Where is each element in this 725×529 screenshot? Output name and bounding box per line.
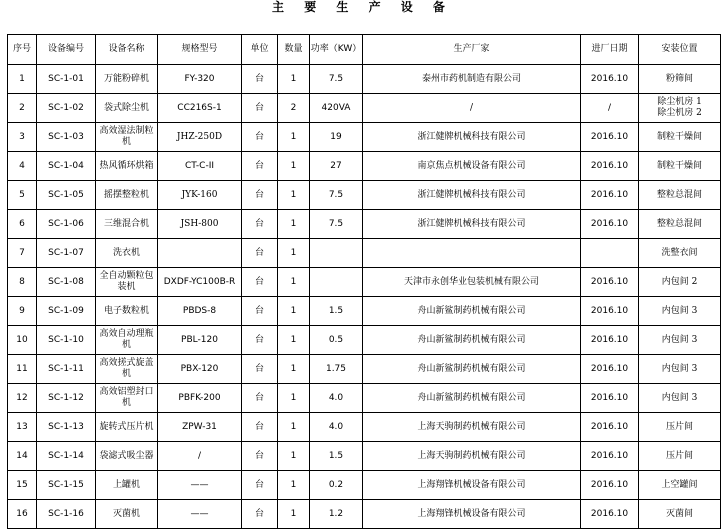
table-row	[8, 210, 721, 239]
cell-code: SC-1-06	[37, 210, 96, 239]
cell-power: 1.5	[310, 442, 363, 471]
table-row	[8, 181, 721, 210]
table-row	[8, 355, 721, 384]
cell-location: 内包间 2	[639, 268, 721, 297]
cell-location: 洗整衣间	[639, 239, 721, 268]
cell-index: 2	[8, 94, 37, 123]
header-code: 设备编号	[37, 35, 96, 65]
table-row	[8, 94, 721, 123]
cell-name: 高效铝塑封口机	[96, 384, 158, 413]
cell-model: CC216S-1	[158, 94, 242, 123]
cell-location: 制粒干燥间	[639, 123, 721, 152]
cell-unit: 台	[242, 94, 278, 123]
cell-power: 7.5	[310, 210, 363, 239]
cell-model: JSH-800	[158, 210, 242, 239]
cell-code: SC-1-04	[37, 152, 96, 181]
cell-name: 袋滤式吸尘器	[96, 442, 158, 471]
cell-manufacturer	[363, 239, 581, 268]
cell-manufacturer: 浙江健牌机械科技有限公司	[363, 210, 581, 239]
header-date: 进厂日期	[581, 35, 639, 65]
cell-unit: 台	[242, 65, 278, 94]
cell-location: 内包间 3	[639, 384, 721, 413]
cell-date: 2016.10	[581, 123, 639, 152]
cell-name: 高效湿法制粒机	[96, 123, 158, 152]
cell-code: SC-1-15	[37, 471, 96, 500]
cell-code: SC-1-11	[37, 355, 96, 384]
table-row	[8, 413, 721, 442]
cell-code: SC-1-01	[37, 65, 96, 94]
cell-date: 2016.10	[581, 210, 639, 239]
cell-index: 6	[8, 210, 37, 239]
cell-code: SC-1-16	[37, 500, 96, 529]
cell-unit: 台	[242, 181, 278, 210]
cell-qty: 1	[278, 384, 310, 413]
cell-location: 整粒总混间	[639, 210, 721, 239]
cell-index: 14	[8, 442, 37, 471]
cell-index: 1	[8, 65, 37, 94]
cell-location: 整粒总混间	[639, 181, 721, 210]
cell-power: 4.0	[310, 413, 363, 442]
cell-unit: 台	[242, 413, 278, 442]
cell-date: 2016.10	[581, 442, 639, 471]
cell-unit: 台	[242, 471, 278, 500]
cell-manufacturer: 上海天驹制药机械有限公司	[363, 413, 581, 442]
cell-name: 万能粉碎机	[96, 65, 158, 94]
cell-location: 内包间 3	[639, 326, 721, 355]
cell-name: 袋式除尘机	[96, 94, 158, 123]
cell-location: 制粒干燥间	[639, 152, 721, 181]
cell-date: 2016.10	[581, 326, 639, 355]
table-row	[8, 384, 721, 413]
table-row	[8, 500, 721, 529]
cell-qty: 1	[278, 152, 310, 181]
cell-model: ZPW-31	[158, 413, 242, 442]
cell-qty: 1	[278, 181, 310, 210]
cell-location: 上空罐间	[639, 471, 721, 500]
cell-index: 11	[8, 355, 37, 384]
cell-model: PBX-120	[158, 355, 242, 384]
table-row	[8, 152, 721, 181]
cell-name: 灭菌机	[96, 500, 158, 529]
cell-code: SC-1-05	[37, 181, 96, 210]
cell-location: 除尘机房 1 除尘机房 2	[639, 94, 721, 123]
header-unit: 单位	[242, 35, 278, 65]
cell-power: 420VA	[310, 94, 363, 123]
table-row	[8, 123, 721, 152]
table-row	[8, 268, 721, 297]
cell-unit: 台	[242, 152, 278, 181]
cell-manufacturer: 上海翔锋机械设备有限公司	[363, 471, 581, 500]
cell-location: 粉筛间	[639, 65, 721, 94]
cell-code: SC-1-09	[37, 297, 96, 326]
cell-date: 2016.10	[581, 384, 639, 413]
cell-name: 洗衣机	[96, 239, 158, 268]
cell-index: 10	[8, 326, 37, 355]
cell-date: 2016.10	[581, 181, 639, 210]
header-qty: 数量	[278, 35, 310, 65]
cell-power: 0.2	[310, 471, 363, 500]
cell-code: SC-1-08	[37, 268, 96, 297]
cell-unit: 台	[242, 326, 278, 355]
cell-code: SC-1-13	[37, 413, 96, 442]
header-model: 规格型号	[158, 35, 242, 65]
cell-manufacturer: 上海翔锋机械设备有限公司	[363, 500, 581, 529]
cell-manufacturer: 舟山新鲨制药机械有限公司	[363, 355, 581, 384]
cell-power	[310, 268, 363, 297]
cell-date	[581, 239, 639, 268]
cell-index: 16	[8, 500, 37, 529]
cell-code: SC-1-03	[37, 123, 96, 152]
cell-index: 15	[8, 471, 37, 500]
cell-qty: 1	[278, 355, 310, 384]
cell-power: 1.75	[310, 355, 363, 384]
table-body	[8, 65, 721, 529]
cell-manufacturer: 浙江健牌机械科技有限公司	[363, 181, 581, 210]
page-title: 主 要 生 产 设 备	[272, 0, 453, 14]
cell-power: 1.2	[310, 500, 363, 529]
cell-index: 7	[8, 239, 37, 268]
cell-manufacturer: 天津市永创华业包装机械有限公司	[363, 268, 581, 297]
cell-qty: 1	[278, 239, 310, 268]
cell-power: 7.5	[310, 65, 363, 94]
cell-code: SC-1-14	[37, 442, 96, 471]
cell-qty: 1	[278, 442, 310, 471]
cell-location: 压片间	[639, 413, 721, 442]
cell-manufacturer: 泰州市药机制造有限公司	[363, 65, 581, 94]
cell-name: 旋转式压片机	[96, 413, 158, 442]
cell-qty: 1	[278, 297, 310, 326]
cell-name: 高效搓式旋盖机	[96, 355, 158, 384]
cell-power: 7.5	[310, 181, 363, 210]
cell-name: 全自动颗粒包装机	[96, 268, 158, 297]
cell-qty: 1	[278, 268, 310, 297]
cell-qty: 2	[278, 94, 310, 123]
cell-index: 13	[8, 413, 37, 442]
cell-unit: 台	[242, 355, 278, 384]
cell-date: 2016.10	[581, 152, 639, 181]
cell-manufacturer: 南京焦点机械设备有限公司	[363, 152, 581, 181]
cell-name: 高效自动理瓶机	[96, 326, 158, 355]
cell-qty: 1	[278, 123, 310, 152]
cell-model: FY-320	[158, 65, 242, 94]
cell-model: PBDS-8	[158, 297, 242, 326]
cell-model: /	[158, 442, 242, 471]
cell-code: SC-1-10	[37, 326, 96, 355]
table-row	[8, 65, 721, 94]
equipment-table	[7, 34, 721, 529]
cell-index: 5	[8, 181, 37, 210]
cell-unit: 台	[242, 500, 278, 529]
cell-power	[310, 239, 363, 268]
cell-model: JYK-160	[158, 181, 242, 210]
table-row	[8, 442, 721, 471]
cell-qty: 1	[278, 413, 310, 442]
cell-unit: 台	[242, 297, 278, 326]
cell-code: SC-1-12	[37, 384, 96, 413]
cell-name: 上罐机	[96, 471, 158, 500]
cell-name: 热风循环烘箱	[96, 152, 158, 181]
cell-name: 三维混合机	[96, 210, 158, 239]
header-name: 设备名称	[96, 35, 158, 65]
cell-unit: 台	[242, 384, 278, 413]
cell-manufacturer: /	[363, 94, 581, 123]
cell-manufacturer: 上海天驹制药机械有限公司	[363, 442, 581, 471]
cell-model: PBL-120	[158, 326, 242, 355]
table-row	[8, 297, 721, 326]
cell-index: 8	[8, 268, 37, 297]
cell-date: 2016.10	[581, 500, 639, 529]
header-power: 功率（KW）	[310, 35, 363, 65]
cell-power: 19	[310, 123, 363, 152]
cell-model: JHZ-250D	[158, 123, 242, 152]
cell-power: 27	[310, 152, 363, 181]
cell-date: /	[581, 94, 639, 123]
cell-model: ——	[158, 471, 242, 500]
cell-qty: 1	[278, 210, 310, 239]
cell-qty: 1	[278, 326, 310, 355]
cell-location: 内包间 3	[639, 297, 721, 326]
cell-date: 2016.10	[581, 268, 639, 297]
cell-manufacturer: 舟山新鲨制药机械有限公司	[363, 297, 581, 326]
cell-model: ——	[158, 500, 242, 529]
cell-manufacturer: 浙江健牌机械科技有限公司	[363, 123, 581, 152]
cell-date: 2016.10	[581, 65, 639, 94]
cell-power: 4.0	[310, 384, 363, 413]
header-manufacturer: 生产厂家	[363, 35, 581, 65]
cell-manufacturer: 舟山新鲨制药机械有限公司	[363, 384, 581, 413]
cell-power: 0.5	[310, 326, 363, 355]
cell-manufacturer: 舟山新鲨制药机械有限公司	[363, 326, 581, 355]
cell-date: 2016.10	[581, 297, 639, 326]
cell-unit: 台	[242, 123, 278, 152]
cell-index: 12	[8, 384, 37, 413]
cell-location: 内包间 3	[639, 355, 721, 384]
cell-location: 压片间	[639, 442, 721, 471]
cell-name: 摇摆整粒机	[96, 181, 158, 210]
cell-name: 电子数粒机	[96, 297, 158, 326]
cell-date: 2016.10	[581, 471, 639, 500]
cell-unit: 台	[242, 268, 278, 297]
cell-date: 2016.10	[581, 413, 639, 442]
cell-index: 9	[8, 297, 37, 326]
cell-qty: 1	[278, 471, 310, 500]
table-row	[8, 471, 721, 500]
cell-index: 4	[8, 152, 37, 181]
cell-location: 灭菌间	[639, 500, 721, 529]
cell-model: DXDF-YC100B-R	[158, 268, 242, 297]
table-header-row	[8, 35, 721, 65]
header-location: 安装位置	[639, 35, 721, 65]
cell-code: SC-1-07	[37, 239, 96, 268]
table-row	[8, 326, 721, 355]
cell-qty: 1	[278, 65, 310, 94]
cell-power: 1.5	[310, 297, 363, 326]
cell-qty: 1	[278, 500, 310, 529]
cell-model: PBFK-200	[158, 384, 242, 413]
cell-model	[158, 239, 242, 268]
header-index: 序号	[8, 35, 37, 65]
cell-code: SC-1-02	[37, 94, 96, 123]
cell-unit: 台	[242, 239, 278, 268]
cell-date: 2016.10	[581, 355, 639, 384]
table-row	[8, 239, 721, 268]
cell-unit: 台	[242, 442, 278, 471]
cell-index: 3	[8, 123, 37, 152]
cell-model: CT-C-II	[158, 152, 242, 181]
cell-unit: 台	[242, 210, 278, 239]
